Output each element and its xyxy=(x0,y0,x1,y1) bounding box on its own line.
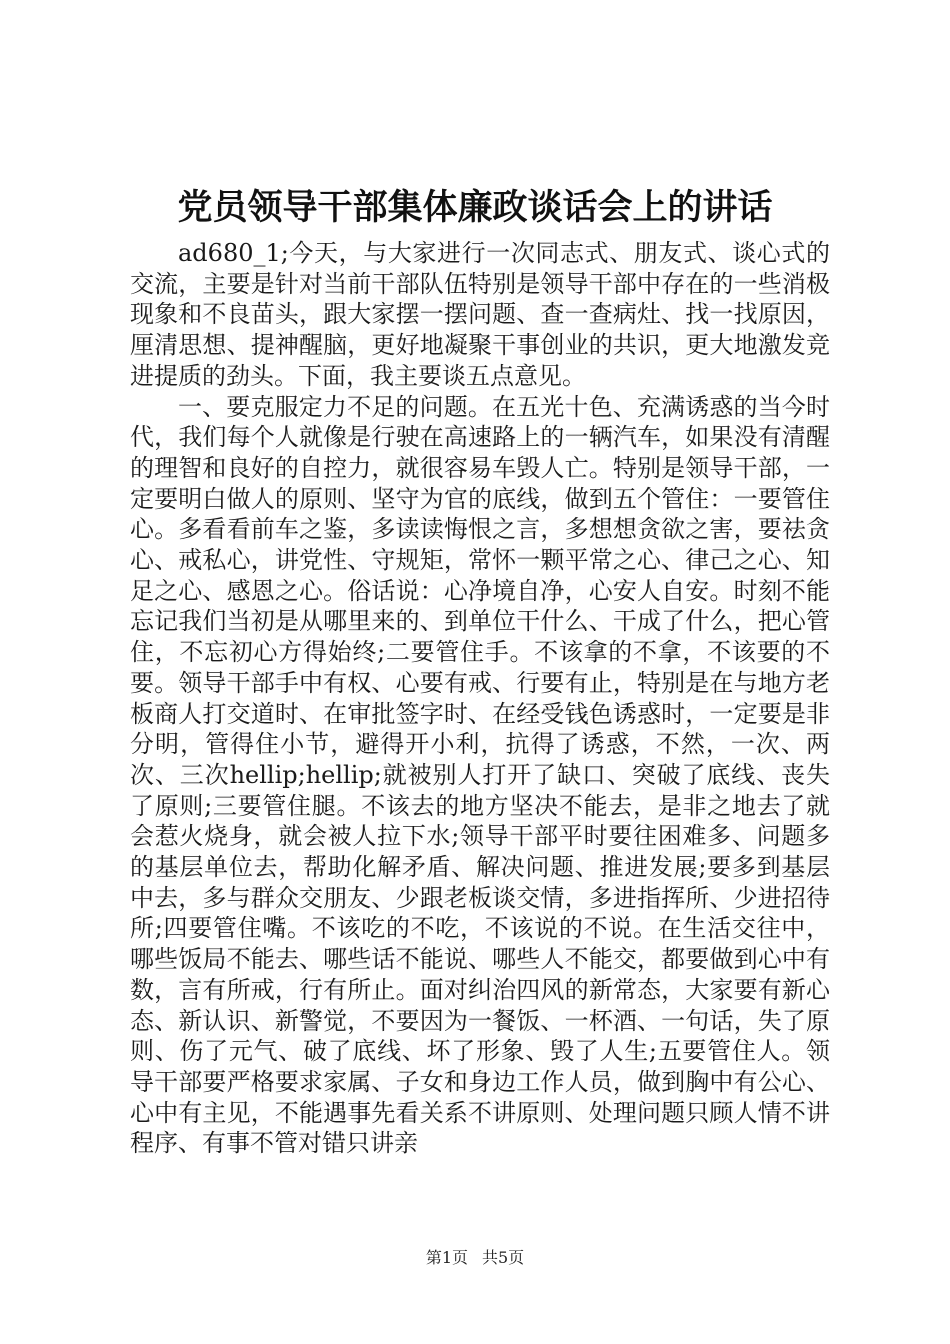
page-footer xyxy=(0,1245,950,1268)
paragraph-section-1: 一、要克服定力不足的问题。在五光十色、充满诱惑的当今时代，我们每个人就像是行驶在高速路上的一辆汽车，如果没有清醒的理智和良好的自控力，就很容易车毁人亡。特别是领导干部，一定要明白做人的原则、坚守为官的底线，做到五个管住：一要管住心。多看看前车之鉴，多读读悔恨之言，多想想贪欲之害，要祛贪心、戒私心，讲党性、守规矩，常怀一颗平常之心、律己之心、知足之心、感恩之心。俗话说：心净境自净，心安人自安。时刻不能忘记我们当初是从哪里来的、到单位干什么、干成了什么，把心管住，不忘初心方得始终;二要管住手。不该拿的不拿，不该要的不要。领导干部手中有权、心要有戒、行要有止，特别是在与地方老板商人打交道时、在审批签字时、在经受钱色诱惑时，一定要是非分明，管得住小节，避得开小利，抗得了诱惑，不然，一次、两次、三次hellip;hellip;就被别人打开了缺口、突破了底线、丧失了原则;三要管住腿。不该去的地方坚决不能去，是非之地去了就会惹火烧身，就会被人拉下水;领导干部平时要往困难多、问题多的基层单位去，帮助化解矛盾、解决问题、推进发展;要多到基层中去，多与群众交朋友、少跟老板谈交情，多进指挥所、少进招待所;四要管住嘴。不该吃的不吃，不该说的不说。在生活交往中，哪些饭局不能去、哪些话不能说、哪些人不能交，都要做到心中有数，言有所戒，行有所止。面对纠治四风的新常态，大家要有新心态、新认识、新警觉，不要因为一餐饭、一杯酒、一句话，失了原则、伤了元气、破了底线、坏了形象、毁了人生;五要管住人。领导干部要严格要求家属、子女和身边工作人员，做到胸中有公心、心中有主见，不能遇事先看关系不讲原则、处理问题只顾人情不讲程序、有事不管对错只讲亲 xyxy=(130,392,830,1158)
page-number: 第1页 xyxy=(425,1248,468,1267)
document-title: 党员领导干部集体廉政谈话会上的讲话 xyxy=(177,187,773,228)
paragraph-intro: ad680_1;今天，与大家进行一次同志式、朋友式、谈心式的交流，主要是针对当前干部队伍特别是领导干部中存在的一些消极现象和不良苗头，跟大家摆一摆问题、查一查病灶、找一找原因，厘清思想、提神醒脑，更好地凝聚干事创业的共识，更大地激发竞进提质的劲头。下面，我主要谈五点意见。 xyxy=(130,239,830,390)
document-body xyxy=(130,238,830,1159)
page-total: 共5页 xyxy=(482,1248,525,1267)
